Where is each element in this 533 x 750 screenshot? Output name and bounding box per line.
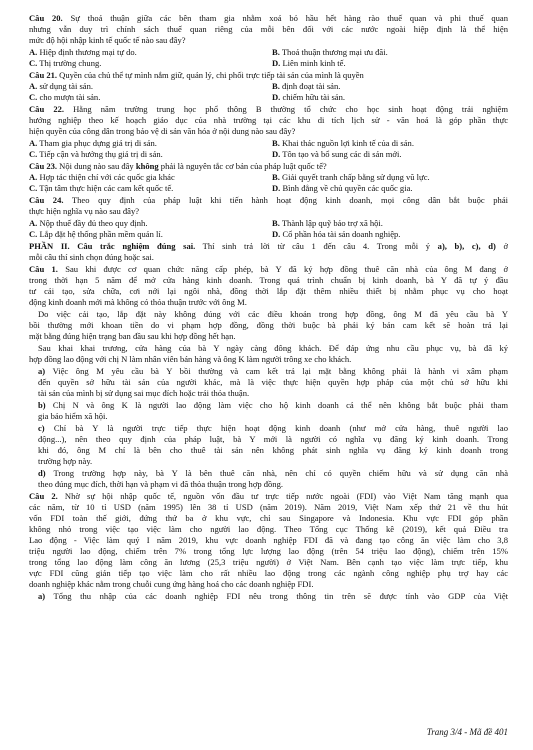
text-line: A. Hợp tác thiện chí với các quốc gia khác xyxy=(29,172,175,182)
label-prefix: B. xyxy=(272,218,280,228)
text-line: động kinh doanh mới mà không có thỏa thuận trước với ông M. xyxy=(29,297,247,307)
label-prefix: B. xyxy=(272,138,280,148)
label-prefix: PHẦN II. Câu trắc nghiệm đúng sai. xyxy=(29,241,196,251)
text-line: Câu 1. Sau khi được cơ quan chức năng cấp phép, bà Y đã ký hợp đồng thuê căn nhà của ông M đang ở xyxy=(29,264,508,274)
label-prefix: Câu 23. xyxy=(29,161,58,171)
label-prefix: B. xyxy=(272,172,280,182)
text-line: c) Chỉ bà Y là người trực tiếp thực hiện hoạt động kinh doanh (như mở cửa hàng, thuê người lao xyxy=(38,423,508,433)
text-line: Sau khai khai trương, cửa hàng của bà Y ngày càng đông khách. Để đáp ứng nhu cầu phục vụ, bà đã ký xyxy=(38,343,508,353)
text-line: B. Giải quyết tranh chấp bằng sử dụng vũ lực. xyxy=(272,172,430,182)
text-line: A. Tham gia phục dựng giá trị di sản. xyxy=(29,138,157,148)
text-line: vực FDI cũng gián tiếp tạo việc làm cho rất nhiều lao động trong các ngành công nghiệp phụ trợ hay các xyxy=(29,568,508,578)
text-line: thực hiện nghĩa vụ nào sau đây? xyxy=(29,206,140,216)
text-line: C. Lắp đặt hệ thống phần mềm quản lí. xyxy=(29,229,163,239)
text-line: Câu 2. Nhờ sự hội nhập quốc tế, nguồn vốn đầu tư trực tiếp nước ngoài (FDI) vào Việt Nam tăng mạnh qua xyxy=(29,491,508,501)
item-labels: a), b), c), d) xyxy=(437,241,496,251)
text-line: a) Việc ông M yêu cầu bà Y bồi thường và cam kết trả lại mặt bằng không phải là hành vi xâm phạm xyxy=(38,366,508,376)
text-line: trong tổng lao động làm công ăn lương (25,3 triệu người) ở Việt Nam. Bên cạnh tạo việc làm trực tiếp, khu xyxy=(29,557,508,567)
label-prefix: C. xyxy=(29,229,38,239)
text-line: khi đó, ông M chỉ là bên cho thuê tài sản nên không phát sinh nghĩa vụ đăng ký kinh doanh trong xyxy=(38,445,508,455)
label-prefix: C. xyxy=(29,149,38,159)
label-prefix: a) xyxy=(38,591,46,601)
text-line: PHẦN II. Câu trắc nghiệm đúng sai. Thí sinh trả lời từ câu 1 đến câu 4. Trong mỗi ý a), b), c), d) ở xyxy=(29,241,508,251)
text-line: D. Tôn tạo và bổ sung các di sản mới. xyxy=(272,149,402,159)
text-line: B. Khai thác nguồn lợi kinh tế của di sản. xyxy=(272,138,414,148)
label-prefix: d) xyxy=(38,468,46,478)
label-prefix: C. xyxy=(29,58,38,68)
text-line: hướng nghiệp theo kế hoạch giáo dục của nhà trường tại các khu di tích lịch sử - văn hoá là góp phần thực xyxy=(29,115,508,125)
text-line: bồi thường mới khoan tiền do vi phạm hợp đồng, đồng thời buộc bà phải ký bản cam kết sẽ hoàn trả lại xyxy=(29,320,508,330)
text-line: A. Nộp thuế đầy đủ theo quy định. xyxy=(29,218,148,228)
text-line: Do việc cải tạo, lắp đặt này không đúng với các điều khoản trong hợp đồng, ông M đã yêu cầu bà Y xyxy=(38,309,508,319)
label-prefix: B. xyxy=(272,81,280,91)
text-line: hợp đồng lao động với chị N làm nhân viên bán hàng và ông K làm người trông xe cho khách. xyxy=(29,354,352,364)
text-line: vốn FDI toàn thế giới, đứng thứ ba ở khu vực, chỉ sau Singapore và Indonesia. Khu vực FDI góp phần xyxy=(29,513,508,523)
label-prefix: A. xyxy=(29,218,38,228)
label-prefix: Câu 1. xyxy=(29,264,58,274)
text-line: Câu 24. Theo quy định của pháp luật khi tiến hành hoạt động kinh doanh, mọi công dân bắt buộc phải xyxy=(29,195,508,205)
text-line: Lao động - Việc làm quý I năm 2019, khu vực doanh nghiệp FDI đã và đang tạo công ăn việc làm cho 3,8 xyxy=(29,535,508,545)
text-line: Câu 20. Sự thoả thuận giữa các bên tham gia nhằm xoá bỏ hầu hết hàng rào thuế quan và phi thuế quan xyxy=(29,13,508,23)
text-line: D. chiếm hữu tài sản. xyxy=(272,92,345,102)
text-line: C. Tiếp cận và hưởng thụ giá trị di sản. xyxy=(29,149,163,159)
text-line: C. cho mượn tài sản. xyxy=(29,92,101,102)
text-line: a) Tổng thu nhập của các doanh nghiệp FDI nêu trong thông tin trên sẽ được tính vào GDP của Việt xyxy=(38,591,508,601)
text-line: d) Trong trường hợp này, bà Y là bên thuê căn nhà, nên chỉ có quyền chiếm hữu và sử dụng căn nhà xyxy=(38,468,508,478)
text-line: Câu 21. Quyền của chủ thể tự mình nắm giữ, quản lý, chi phối trực tiếp tài sản của mình là quyền xyxy=(29,70,364,80)
text-line: trong thời hạn 5 năm để mở cửa hàng kinh doanh. Trong quá trình chuẩn bị kinh doanh, bà Y đã tự ý đầu xyxy=(29,275,508,285)
text-line: B. Thành lập quỹ bảo trợ xã hội. xyxy=(272,218,383,228)
label-prefix: D. xyxy=(272,149,281,159)
label-prefix: A. xyxy=(29,81,38,91)
text-line: mỗi câu thí sinh chọn đúng hoặc sai. xyxy=(29,252,154,262)
label-prefix: Câu 20. xyxy=(29,13,63,23)
text-line: D. Bình đẳng về chủ quyền các quốc gia. xyxy=(272,183,413,193)
label-prefix: Câu 22. xyxy=(29,104,65,114)
text-line: các năm, từ 10 tỉ USD (năm 1995) lên 38 tỉ USD (năm 2019). Năm 2019, Việt Nam xếp thứ 21 về thu hút xyxy=(29,502,508,512)
label-prefix: a) xyxy=(38,366,46,376)
text-line: tư cải tạo, sửa chữa, cơi nới lại ngôi nhà, đồng thời lắp đặt thêm nhiều thiết bị nhằm phục vụ cho hoạt xyxy=(29,286,508,296)
text-line: nhưng vẫn duy trì chính sách thuế quan riêng của mỗi bên đối với các nước ngoài hiệp định là thể hiện xyxy=(29,24,508,34)
emphasis-word: không xyxy=(135,161,159,171)
label-prefix: D. xyxy=(272,92,281,102)
label-prefix: Câu 24. xyxy=(29,195,64,205)
text-line: gia bảo hiểm xã hội. xyxy=(38,411,108,421)
text-line: trường hợp này. xyxy=(38,456,93,466)
text-line: D. Liên minh kinh tế. xyxy=(272,58,346,68)
text-line: mặt bằng đúng hiện trạng ban đầu sau khi hợp đồng hết hạn. xyxy=(29,331,236,341)
label-prefix: C. xyxy=(29,183,38,193)
page-footer: Trang 3/4 - Mã đề 401 xyxy=(426,727,508,737)
text-line: hiện quyền của công dân trong bảo vệ di sản văn hóa ở nội dung nào sau đây? xyxy=(29,126,296,136)
label-prefix: b) xyxy=(38,400,46,410)
text-line: không nhỏ trong việc tạo việc làm cho người lao động. Theo Tổng cục Thống kê (2019), kết quả Điều tra xyxy=(29,524,508,534)
text-line: doanh nghiệp khác nằm trong chuỗi cung ứng hàng hoá cho các doanh nghiệp FDI. xyxy=(29,579,314,589)
label-prefix: D. xyxy=(272,58,281,68)
text-line: Câu 22. Hằng năm trường trung học phổ thông B thường tổ chức cho học sinh hoạt động trải nghiệm xyxy=(29,104,508,114)
text-line: đến quyền sở hữu tài sản của người khác, mà là việc thực hiện quyền hợp pháp của một chủ sở hữu khi xyxy=(38,377,508,387)
label-prefix: A. xyxy=(29,47,38,57)
text-line: động...), nên theo quy định của pháp luật, bà Y mới là người có nghĩa vụ đăng ký kinh doanh. Trong xyxy=(38,434,508,444)
label-prefix: Câu 21. xyxy=(29,70,58,80)
text-line: C. Thị trường chung. xyxy=(29,58,102,68)
text-line: b) Chị N và ông K là người lao động làm việc cho hộ kinh doanh cá thể nên không bắt buộc phải tham xyxy=(38,400,508,410)
text-line: mức độ hội nhập kinh tế quốc tế nào sau đây? xyxy=(29,35,186,45)
label-prefix: D. xyxy=(272,183,281,193)
text-line: Câu 23. Nội dung nào sau đây không phải là nguyên tắc cơ bản của pháp luật quốc tế? xyxy=(29,161,327,171)
text-line: A. sử dụng tài sản. xyxy=(29,81,93,91)
text-line: A. Hiệp định thương mại tự do. xyxy=(29,47,137,57)
label-prefix: c) xyxy=(38,423,45,433)
label-prefix: A. xyxy=(29,172,38,182)
label-prefix: C. xyxy=(29,92,38,102)
text-line: D. Cổ phần hóa tài sản doanh nghiệp. xyxy=(272,229,401,239)
text-line: theo đúng mục đích, thời hạn và phạm vi đã thỏa thuận trong hợp đồng. xyxy=(38,479,283,489)
label-prefix: D. xyxy=(272,229,281,239)
text-line: B. định đoạt tài sản. xyxy=(272,81,341,91)
text-line: triệu người lao động, chiếm trên 7% trong tổng lực lượng lao động (trên 54 triệu lao động), chiếm trên 15% xyxy=(29,546,508,556)
text-line: C. Tận tâm thực hiện các cam kết quốc tế. xyxy=(29,183,174,193)
label-prefix: A. xyxy=(29,138,38,148)
label-prefix: Câu 2. xyxy=(29,491,58,501)
label-prefix: B. xyxy=(272,47,280,57)
text-line: B. Thoả thuận thương mại ưu đãi. xyxy=(272,47,388,57)
text-line: tài sản của mình bị sử dụng sai mục đích hoặc trái thỏa thuận. xyxy=(38,388,250,398)
